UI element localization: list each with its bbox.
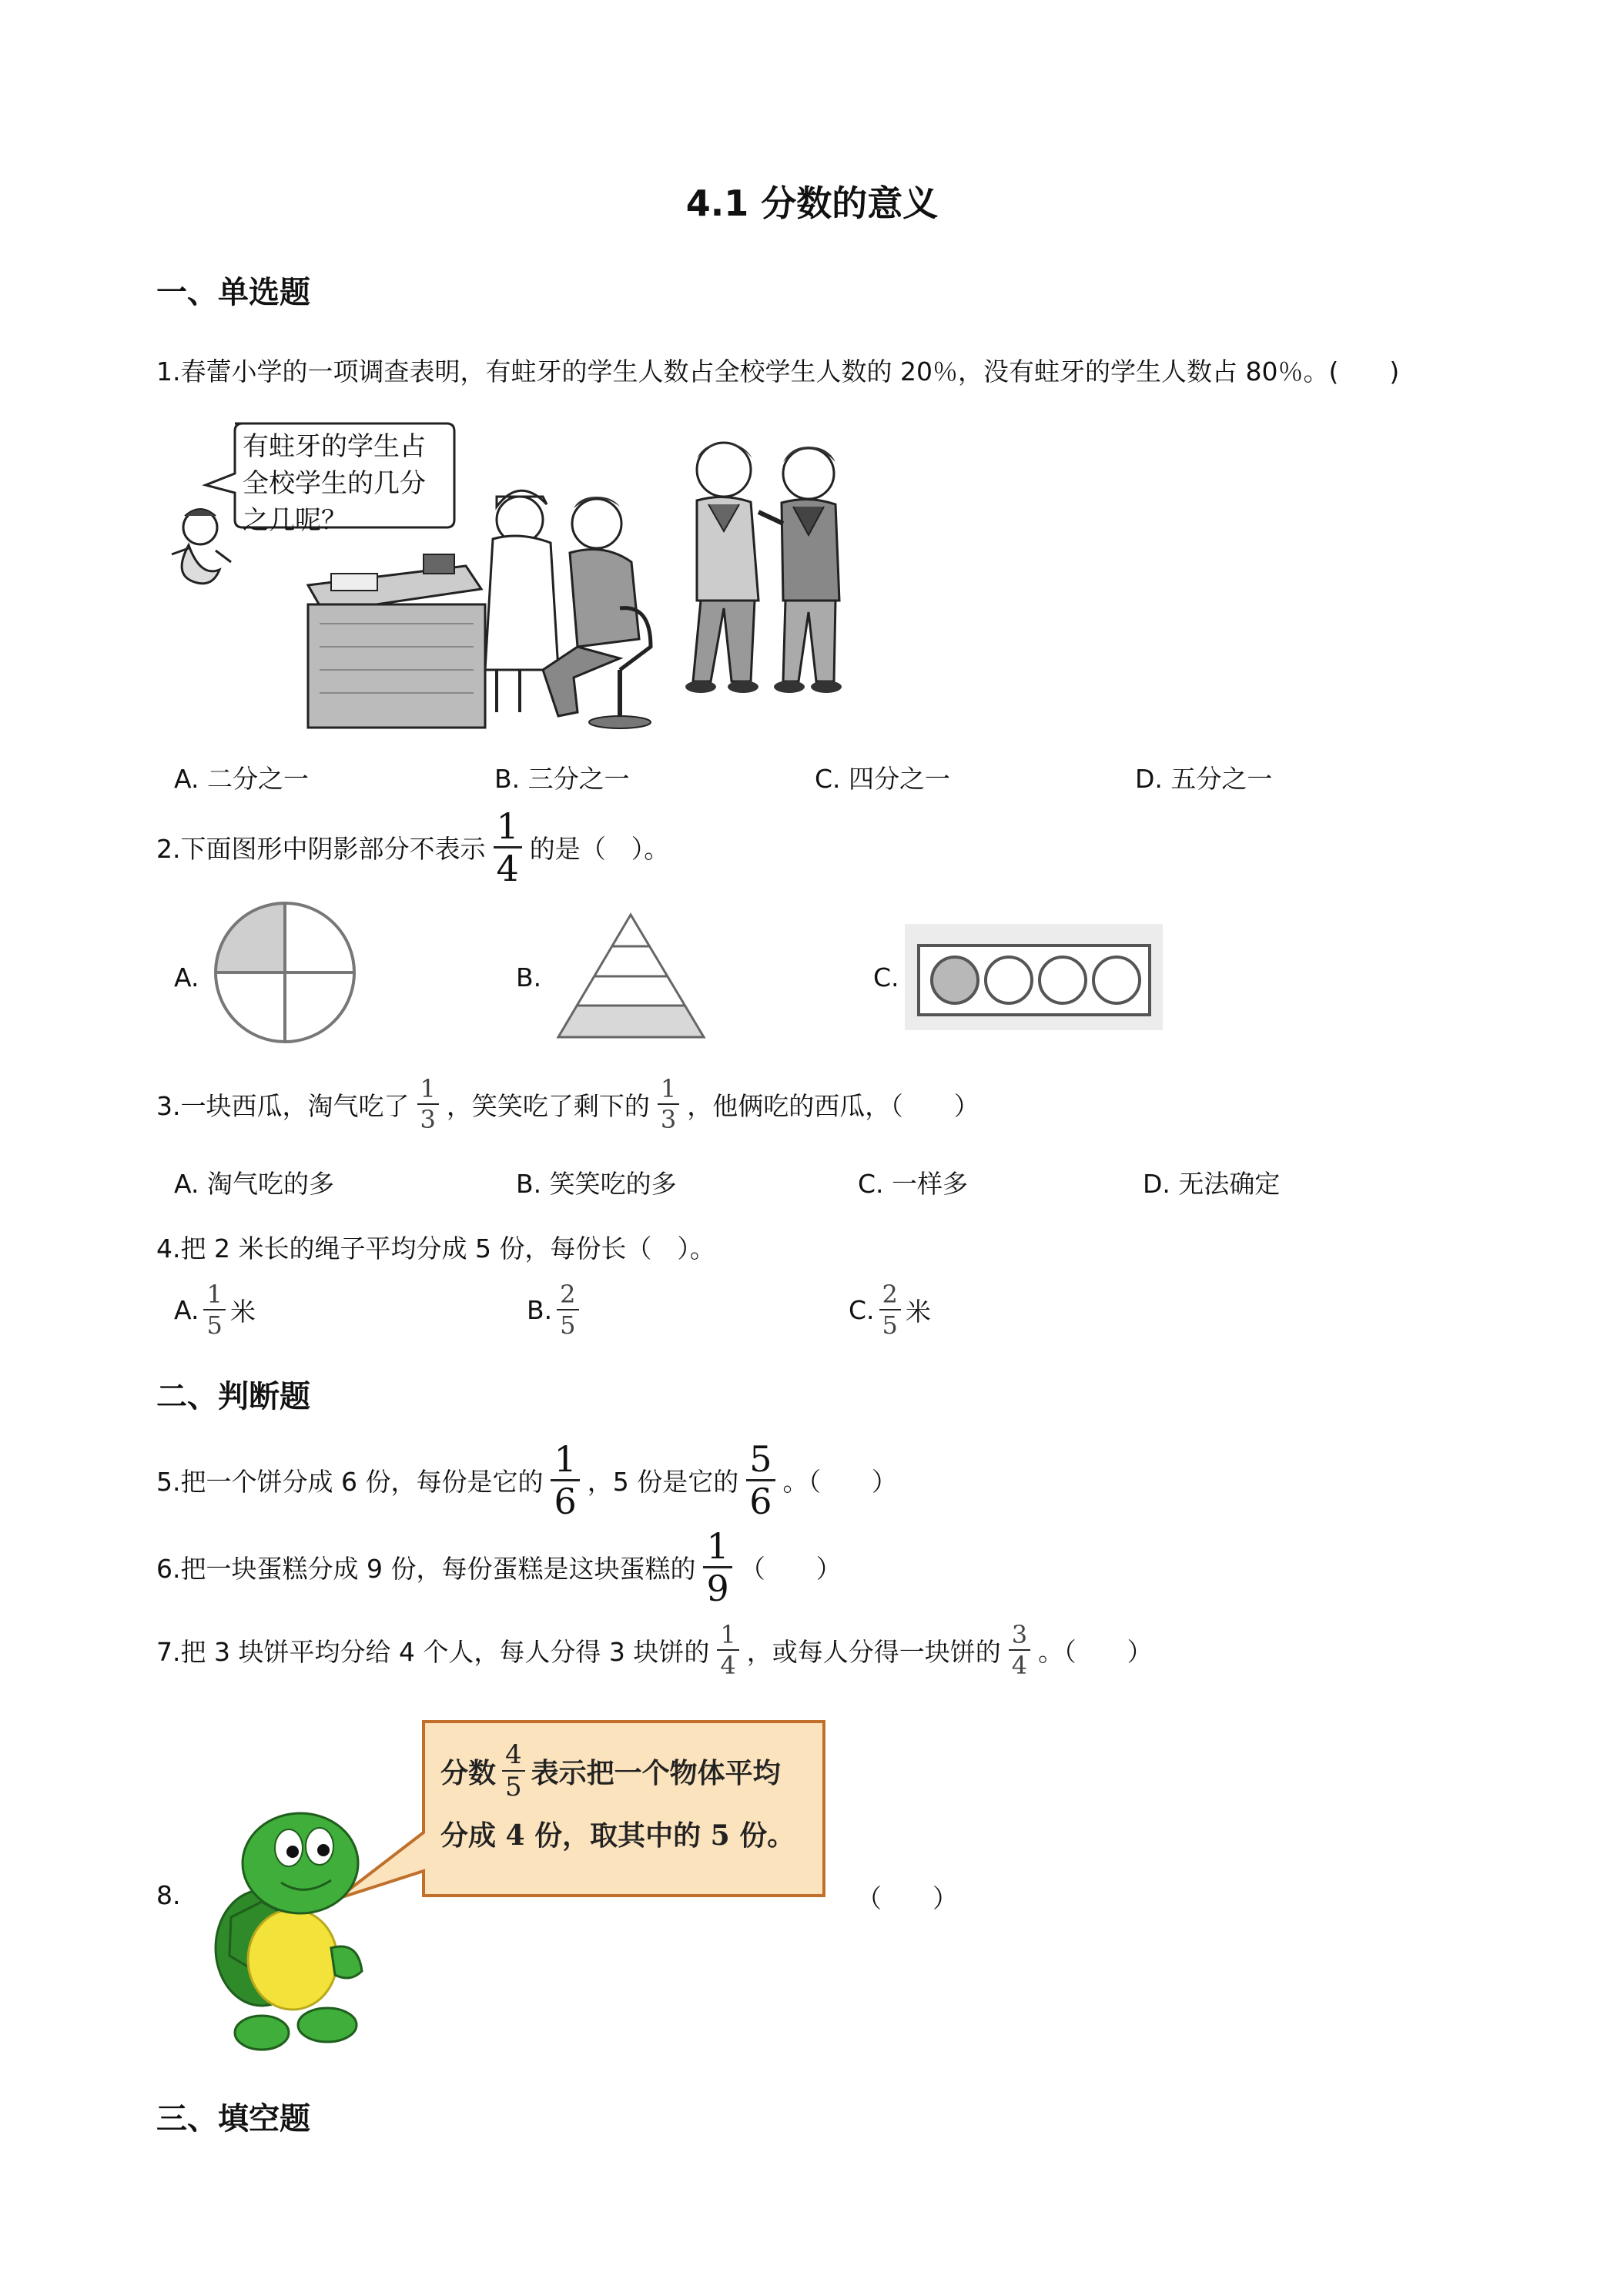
- question-2-post: 的是（ ）。: [529, 834, 670, 864]
- numerator: 1: [496, 805, 519, 847]
- question-3-post: ，他俩吃的西瓜，（ ）: [687, 1090, 979, 1121]
- question-6-post: （ ）: [739, 1554, 842, 1584]
- numerator: 2: [882, 1280, 898, 1309]
- denominator: 4: [496, 848, 519, 889]
- q3-option-c[interactable]: C. 一样多: [858, 1169, 969, 1199]
- fraction-1-5: [203, 1280, 225, 1340]
- q1-option-b[interactable]: B. 三分之一: [494, 764, 630, 794]
- option-label: A.: [174, 1294, 199, 1325]
- question-2: [156, 805, 670, 889]
- question-3-pre: 3.一块西瓜，淘气吃了: [156, 1090, 410, 1121]
- numerator: 1: [720, 1620, 736, 1649]
- bubble-post: 表示把一个物体平均: [531, 1756, 781, 1789]
- bubble-line-1: 有蛀牙的学生占: [243, 431, 426, 462]
- question-1-text: 1.春蕾小学的一项调查表明，有蛀牙的学生人数占全校学生人数的 20％，没有蛀牙的学生人数占 80％。( ): [156, 356, 1400, 387]
- numerator: 1: [420, 1074, 436, 1103]
- bubble-line-1: [440, 1739, 795, 1802]
- q3-option-d[interactable]: D. 无法确定: [1143, 1169, 1281, 1199]
- section-heading-fill-blank: 三、填空题: [156, 2101, 310, 2137]
- question-5-mid: ，5 份是它的: [587, 1467, 739, 1497]
- denominator: 3: [660, 1105, 677, 1134]
- numerator: 3: [1011, 1620, 1028, 1649]
- bubble-pre: 分数: [440, 1756, 497, 1789]
- question-5: [156, 1438, 898, 1522]
- fraction-1-9: [703, 1525, 732, 1609]
- question-7-post: 。（ ）: [1038, 1636, 1153, 1667]
- fraction-1-6: [551, 1438, 579, 1522]
- numerator: 4: [505, 1739, 522, 1770]
- speech-bubble-text: [243, 428, 426, 539]
- denominator: 6: [749, 1481, 772, 1522]
- turtle-belly: [248, 1909, 337, 2010]
- q1-option-a[interactable]: A. 二分之一: [174, 764, 309, 794]
- denominator: 5: [882, 1310, 898, 1340]
- bubble-line-2: 全校学生的几分: [243, 468, 426, 499]
- denominator: 5: [206, 1310, 223, 1340]
- q4-option-c[interactable]: [849, 1280, 931, 1340]
- fraction-4-5: [502, 1739, 525, 1802]
- fraction-1-4: [717, 1622, 738, 1678]
- bubble-line-3: 之几呢？: [243, 505, 347, 536]
- fraction-1-3-a: [417, 1076, 439, 1132]
- denominator: 5: [560, 1310, 576, 1340]
- numerator: 1: [660, 1074, 677, 1103]
- q4-option-b[interactable]: [527, 1280, 584, 1340]
- denominator: 4: [1011, 1651, 1028, 1680]
- question-5-pre: 5.把一个饼分成 6 份，每份是它的: [156, 1467, 544, 1497]
- q1-option-d[interactable]: D. 五分之一: [1135, 764, 1273, 794]
- turtle-bubble-text: [440, 1739, 795, 1853]
- question-6-pre: 6.把一块蛋糕分成 9 份，每份蛋糕是这块蛋糕的: [156, 1554, 696, 1584]
- fraction-1-3-b: [658, 1076, 679, 1132]
- four-circles-figure[interactable]: [905, 924, 1163, 1030]
- fraction-2-5: [557, 1280, 578, 1340]
- numerator: 5: [749, 1438, 772, 1480]
- circle-quarter-figure[interactable]: [212, 899, 358, 1046]
- numerator: 1: [554, 1438, 577, 1480]
- numerator: 1: [206, 1280, 223, 1309]
- fraction-3-4: [1009, 1622, 1030, 1678]
- question-7: [156, 1622, 1153, 1678]
- q3-option-a[interactable]: A. 淘气吃的多: [174, 1169, 334, 1199]
- q3-option-b[interactable]: B. 笑笑吃的多: [516, 1169, 677, 1199]
- turtle-head: [243, 1813, 358, 1913]
- page-title: 4.1 分数的意义: [685, 182, 939, 224]
- question-7-mid: ，或每人分得一块饼的: [746, 1636, 1001, 1667]
- q2-option-b-label[interactable]: B.: [516, 962, 542, 992]
- denominator: 6: [554, 1481, 577, 1522]
- section-heading-single-choice: 一、单选题: [156, 275, 310, 310]
- question-7-pre: 7.把 3 块饼平均分给 4 个人，每人分得 3 块饼的: [156, 1636, 710, 1667]
- numerator: 2: [560, 1280, 576, 1309]
- fraction-1-4: [494, 805, 522, 889]
- question-2-pre: 2.下面图形中阴影部分不表示: [156, 834, 486, 864]
- question-3: [156, 1076, 979, 1132]
- numerator: 1: [706, 1525, 729, 1567]
- denominator: 4: [720, 1651, 736, 1680]
- triangle-layers-figure[interactable]: [556, 912, 706, 1039]
- option-label: B.: [527, 1294, 553, 1325]
- fraction-2-5: [879, 1280, 901, 1340]
- question-5-post: 。（ ）: [782, 1467, 898, 1497]
- question-8-answer-paren[interactable]: （ ）: [856, 1883, 958, 1913]
- q2-option-a-label[interactable]: A.: [174, 962, 199, 992]
- bubble-line-2: 分成 4 份，取其中的 5 份。: [440, 1819, 795, 1852]
- denominator: 9: [706, 1568, 729, 1609]
- option-unit: 米: [905, 1296, 931, 1327]
- question-8-label: 8.: [156, 1880, 181, 1910]
- denominator: 3: [420, 1105, 436, 1134]
- fraction-5-6: [746, 1438, 775, 1522]
- q1-option-c[interactable]: C. 四分之一: [815, 764, 951, 794]
- question-6: [156, 1525, 842, 1609]
- question-4-text: 4.把 2 米长的绳子平均分成 5 份，每份长（ ）。: [156, 1233, 715, 1263]
- q2-option-c-label[interactable]: C.: [873, 962, 899, 992]
- section-heading-true-false: 二、判断题: [156, 1379, 310, 1414]
- option-label: C.: [849, 1294, 875, 1325]
- option-unit: 米: [229, 1296, 256, 1327]
- denominator: 5: [505, 1772, 522, 1802]
- q4-option-a[interactable]: [174, 1280, 256, 1340]
- question-3-mid: ，笑笑吃了剩下的: [446, 1090, 650, 1121]
